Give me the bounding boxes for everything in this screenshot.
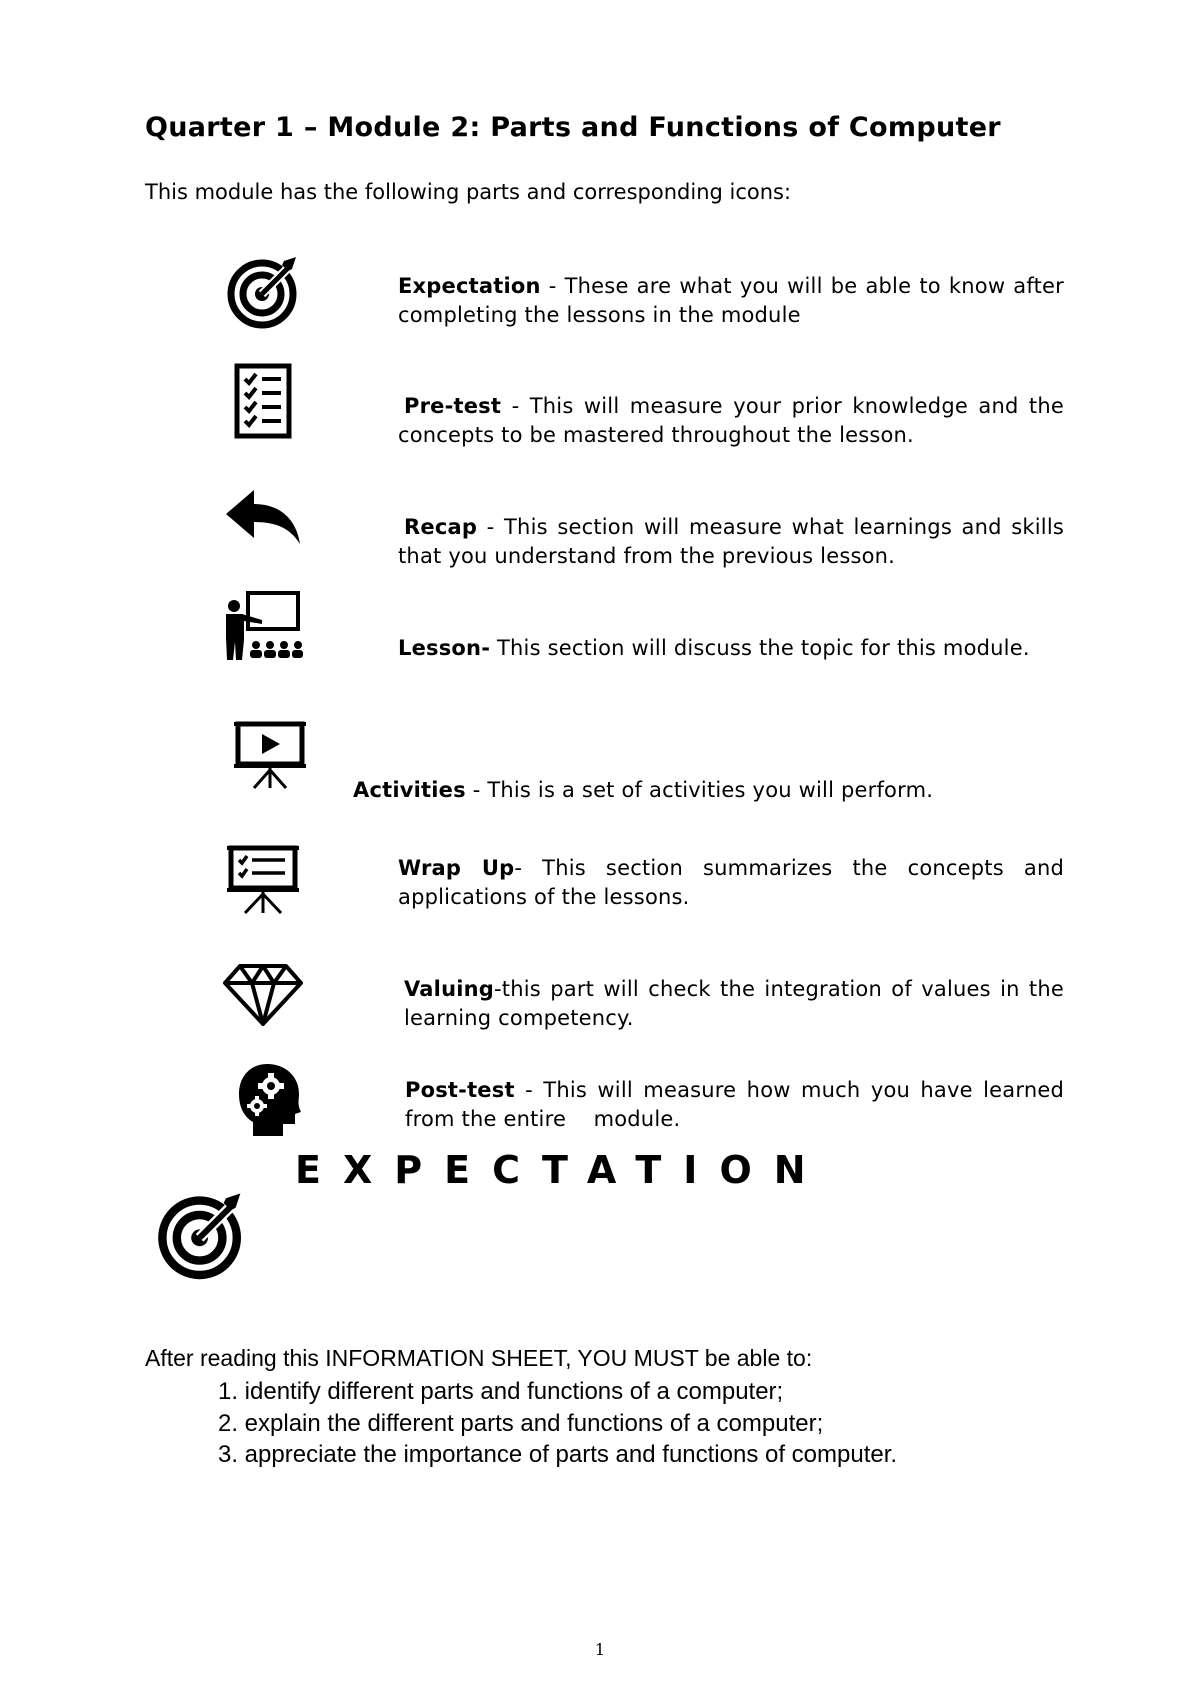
part-description: This section will measure what learnings and skills that you understand from the previous lesson. [398, 515, 1064, 568]
part-term: Activities [353, 778, 466, 802]
intro-text: This module has the following parts and corresponding icons: [145, 180, 792, 204]
part-description: This will measure how much you have learned from the entire module. [405, 1078, 1071, 1131]
part-term: Pre-test [404, 394, 502, 418]
part-term: Lesson- [398, 636, 491, 660]
part-wrap-up: Wrap Up- This section summarizes the concepts and applications of the lessons. [398, 856, 1065, 909]
expectation-heading: EXPECTATION [295, 1148, 828, 1192]
part-post-test: Post-test - This will measure how much you have learned from the entire module. [405, 1078, 1071, 1131]
presentation-play-icon [232, 720, 308, 790]
diamond-icon [222, 963, 304, 1027]
objective-item: 3. appreciate the importance of parts and functions of computer. [218, 1441, 898, 1468]
page-number: 1 [594, 1640, 606, 1659]
part-expectation: Expectation - These are what you will be able to know after completing the lessons in the module [398, 274, 1064, 327]
module-title: Quarter 1 – Module 2: Parts and Functions of Computer [145, 112, 1001, 143]
part-term: Post-test [405, 1078, 515, 1102]
head-gears-icon [237, 1062, 303, 1138]
part-term: Wrap Up [398, 856, 515, 880]
part-term: Recap [404, 515, 478, 539]
part-term: Expectation [398, 274, 541, 298]
objective-item: 1. identify different parts and functions of a computer; [218, 1378, 784, 1405]
part-pre-test: Pre-test - This will measure your prior knowledge and the concepts to be mastered throughout the lesson. [398, 394, 1064, 447]
part-description: This section summarizes the concepts and applications of the lessons. [398, 856, 1065, 909]
part-activities: Activities - This is a set of activities you will perform. [353, 778, 934, 802]
part-term: Valuing [404, 977, 495, 1001]
part-description: This section will discuss the topic for this module. [497, 636, 1030, 660]
part-lesson [398, 634, 1064, 663]
lead-in-text: After reading this INFORMATION SHEET, YOU MUST be able to: [145, 1345, 813, 1371]
target-icon [224, 255, 304, 330]
part-valuing: Valuing-this part will check the integration of values in the learning competency. [404, 977, 1064, 1030]
part-description: This will measure your prior knowledge and the concepts to be mastered throughout the lesson. [398, 394, 1064, 447]
checklist-icon [234, 363, 292, 439]
part-recap: Recap - This section will measure what learnings and skills that you understand from the previous lesson. [398, 515, 1064, 568]
presentation-checklist-icon [225, 843, 301, 915]
part-description: This is a set of activities you will perform. [487, 778, 934, 802]
part-description: this part will check the integration of values in the learning competency. [404, 977, 1064, 1030]
objective-item: 2. explain the different parts and functions of a computer; [218, 1410, 824, 1437]
reply-arrow-icon [224, 488, 304, 546]
teacher-icon [222, 590, 304, 662]
part-description: These are what you will be able to know after completing the lessons in the module [398, 274, 1064, 327]
target-icon [154, 1190, 250, 1282]
